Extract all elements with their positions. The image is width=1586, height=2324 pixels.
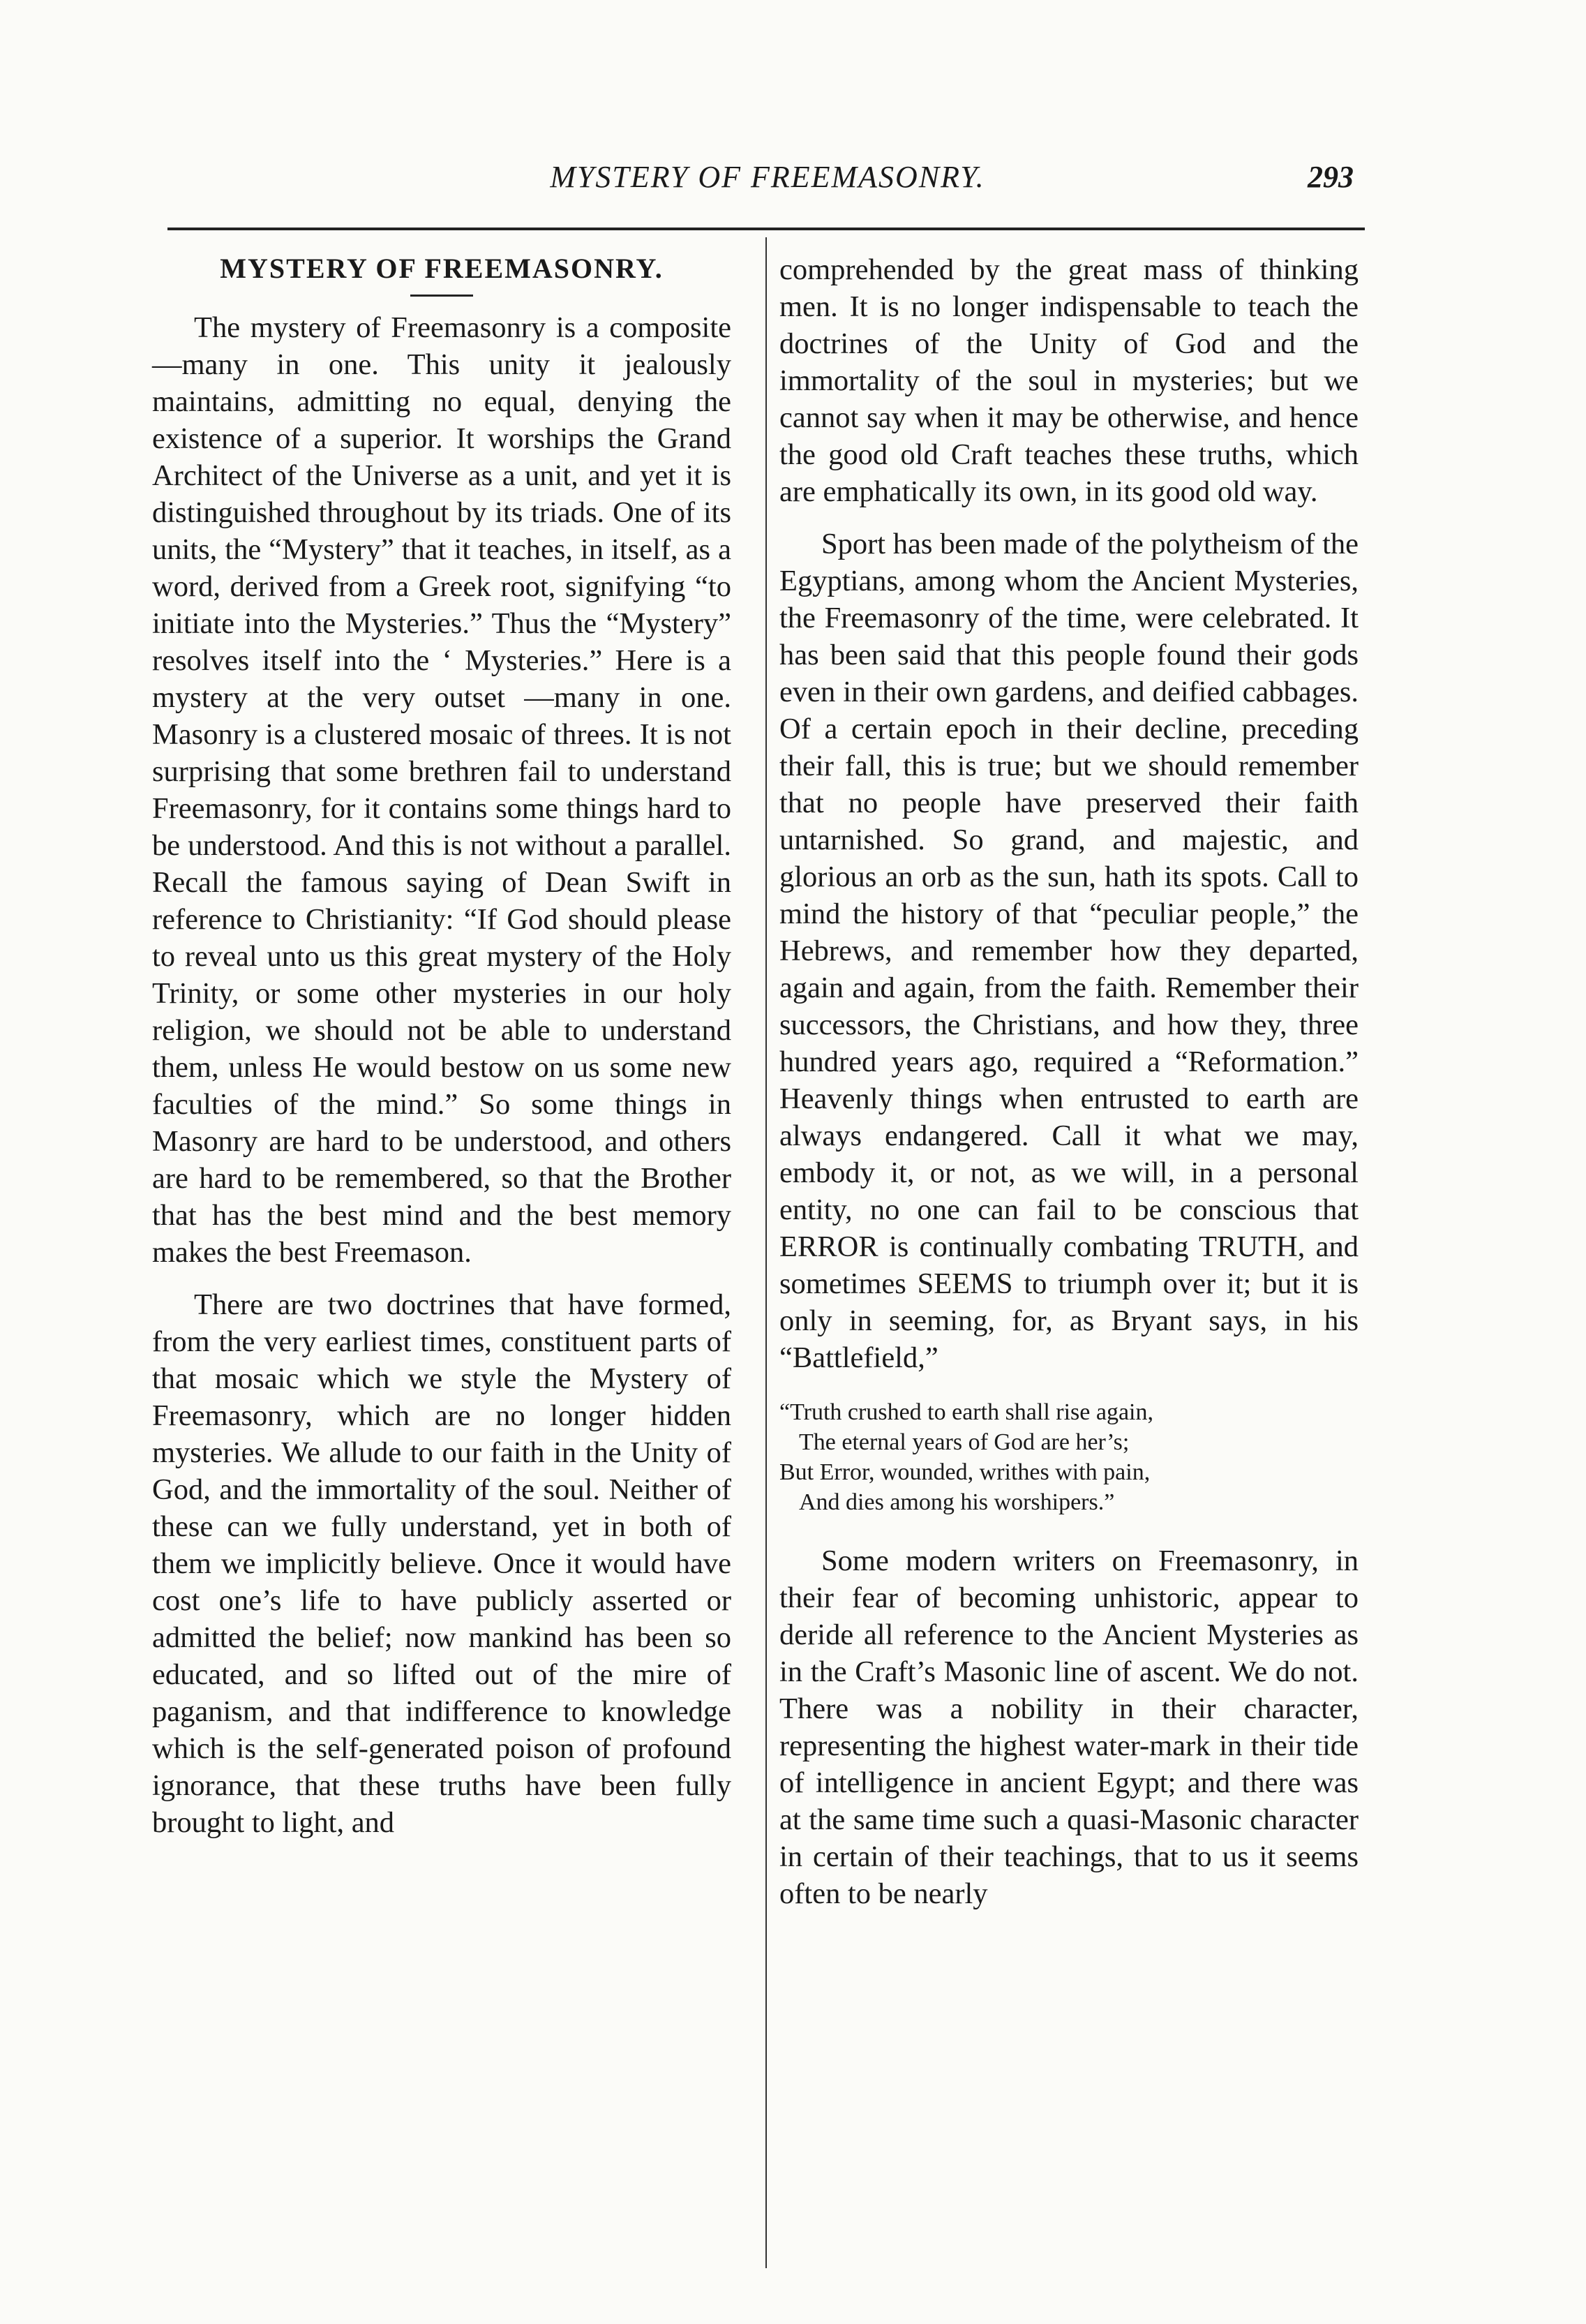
poem-line: “Truth crushed to earth shall rise again, bbox=[779, 1399, 1153, 1425]
poem-line: But Error, wounded, writhes with pain, bbox=[779, 1459, 1151, 1485]
header-rule bbox=[167, 228, 1365, 230]
right-column bbox=[779, 251, 1359, 1912]
poem-line: And dies among his worshipers.” bbox=[799, 1489, 1115, 1515]
running-head bbox=[167, 159, 1368, 208]
paragraph: There are two doctrines that have formed, from the very earliest times, constituent parts of that mosaic which we style the Mystery of Freemasonry, which are no longer hidden mysteries. We allude to our faith in the Unity of God, and the immortality of the soul. Neither of these can we fully understand, yet in both of them we implicitly believe. Once it would have cost one’s life to have publicly asserted or admitted the belief; now mankind has been so educated, and so lifted out of the mire of paganism, and that indifference to knowledge which is the self-generated poison of profound ignorance, that these truths have been fully brought to light, and bbox=[152, 1288, 731, 1839]
paragraph: Some modern writers on Freemasonry, in their fear of becoming unhistoric, appear to deride all reference to the Ancient Mysteries as in the Craft’s Masonic line of ascent. We do not. There was a nobility in their character, representing the highest water-mark in their tide of intelligence in ancient Egypt; and there was at the same time such a quasi-Masonic character in certain of their teachings, that to us it seems often to be nearly bbox=[779, 1544, 1359, 1910]
paragraph: The mystery of Freemasonry is a composite—many in one. This unity it jealously maintains, admitting no equal, denying the existence of a superior. It worships the Grand Architect of the Universe as a unit, and yet it is distinguished throughout by its triads. One of its units, the “Mystery” that it teaches, in itself, as a word, derived from a Greek root, signifying “to initiate into the Mysteries.” Thus the “Mystery” resolves itself into the ‘ Mysteries.” Here is a mystery at the very outset —many in one. Masonry is a clustered mosaic of threes. It is not surprising that some brethren fail to understand Freemasonry, for it contains some things hard to be understood. And this is not without a parallel. Recall the famous saying of Dean Swift in reference to Christianity: “If God should please to reveal unto us this great mystery of the Holy Trinity, or some other mysteries in our holy religion, we should not be able to understand them, unless He would bestow on us some new faculties of the mind.” So some things in Masonry are hard to be understood, and others are hard to be remembered, so that the Brother that has the best mind and the best memory makes the best Freemason. bbox=[152, 311, 731, 1269]
running-head-title: MYSTERY OF FREEMASONRY. bbox=[550, 160, 985, 194]
article-heading: MYSTERY OF FREEMASONRY. bbox=[220, 253, 664, 284]
paragraph-continued: comprehended by the great mass of thinking men. It is no longer indispensable to teach the doctrines of the Unity of God and the immortality of the soul in mysteries; but we cannot say when it may be otherwise, and hence the good old Craft teaches these truths, which are emphatically its own, in its good old way. bbox=[779, 253, 1359, 508]
heading-rule bbox=[410, 295, 473, 297]
poem-line: The eternal years of God are her’s; bbox=[799, 1429, 1130, 1455]
paragraph: Sport has been made of the polytheism of the Egyptians, among whom the Ancient Mysteries, the Freemasonry of the time, were celebrated. It has been said that this people found their gods even in their own gardens, and deified cabbages. Of a certain epoch in their decline, preceding their fall, this is true; but we should remember that no people have preserved their faith untarnished. So grand, and majestic, and glorious an orb as the sun, hath its spots. Call to mind the history of that “peculiar people,” the Hebrews, and remember how they departed, again and again, from the faith. Remember their successors, the Christians, and how they, three hundred years ago, required a “Reformation.” Heavenly things when entrusted to earth are always endangered. Call it what we may, embody it, or not, as we will, in a personal entity, no one can fail to be conscious that ERROR is continually combating TRUTH, and sometimes SEEMS to triumph over it; but it is only in seeming, for, as Bryant says, in his “Battlefield,” bbox=[779, 528, 1359, 1374]
page-number: 293 bbox=[1308, 160, 1354, 194]
poem-quote bbox=[779, 1397, 1359, 1517]
column-divider bbox=[765, 237, 767, 2268]
left-column bbox=[152, 251, 731, 1841]
